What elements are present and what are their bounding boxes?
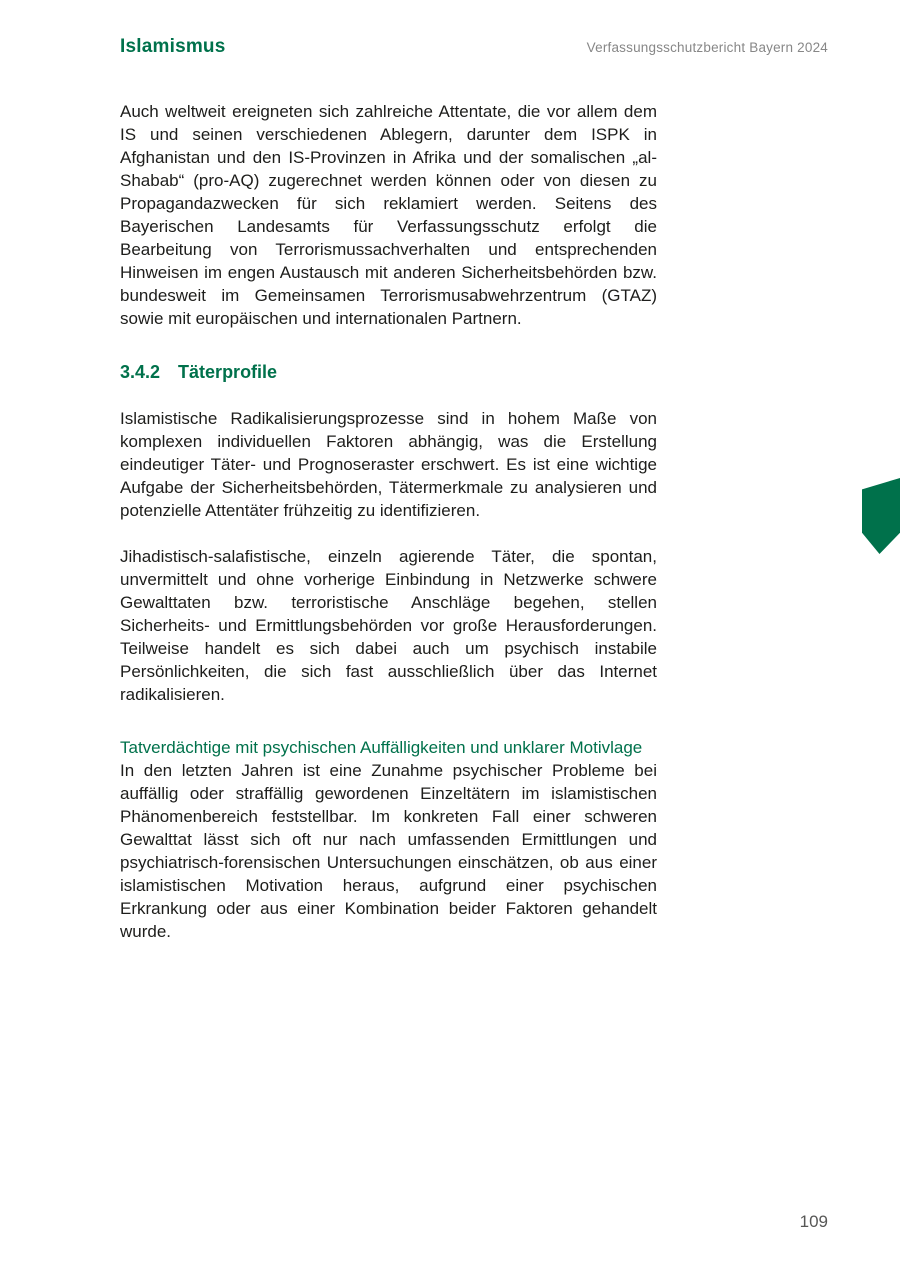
paragraph-radicalization-processes: Islamistische Radikalisierungsprozesse sind in hohem Maße von komplexen individuellen Faktoren abhängig, was die Erstellung eindeutiger Täter- und Prognoseraster erschwert. Es ist eine wichtige Aufgabe der Sicherheitsbehörden, Tätermerkmale zu analysieren und potenzielle Attentäter frühzeitig zu identifizieren. xyxy=(120,409,657,520)
page-content xyxy=(120,100,657,966)
report-title: Verfassungsschutzbericht Bayern 2024 xyxy=(586,40,828,55)
paragraph-psychological-issues: In den letzten Jahren ist eine Zunahme psychischer Probleme bei auffällig oder straffällig gewordenen Einzeltätern im islamistischen Phänomenbereich feststellbar. Im konkreten Fall einer schweren Gewalttat lässt sich oft nur nach umfassenden Ermittlungen und psychiatrisch-forensischen Untersuchungen einschätzen, ob aus einer islamistischen Motivation heraus, aufgrund einer psychischen Erkrankung oder aus einer Kombination beider Faktoren gehandelt wurde. xyxy=(120,761,657,941)
bookmark-ribbon-icon xyxy=(862,478,900,554)
sub-heading-tatverdaechtige: Tatverdächtige mit psychischen Auffälligkeiten und unklarer Motivlage xyxy=(120,738,643,757)
page-number: 109 xyxy=(799,1212,828,1231)
section-heading-number: 3.4.2 xyxy=(120,362,161,382)
paragraph-lone-actors: Jihadistisch-salafistische, einzeln agierende Täter, die spontan, unvermittelt und ohne vorherige Einbindung in Netzwerke schwere Gewalttaten bzw. terroristische Anschläge begehen, stellen Sicherheits- und Ermittlungsbehörden vor große Herausforderungen. Teilweise handelt es sich dabei auch um psychisch instabile Persönlichkeiten, die sich fast ausschließlich über das Internet radikalisieren. xyxy=(120,547,657,704)
chapter-label: Islamismus xyxy=(120,36,226,57)
paragraph-worldwide-attacks: Auch weltweit ereigneten sich zahlreiche Attentate, die vor allem dem IS und seinen verschiedenen Ablegern, darunter dem ISPK in Afghanistan und den IS-Provinzen in Afrika und der somalischen „al-Shabab“ (pro-AQ) zugerechnet werden können oder von diesen zu Propagandazwecken für sich reklamiert werden. Seitens des Bayerischen Landesamts für Verfassungsschutz erfolgt die Bearbeitung von Terrorismussachverhalten und entsprechenden Hinweisen im engen Austausch mit anderen Sicherheitsbehörden bzw. bundesweit im Gemeinsamen Terrorismusabwehrzentrum (GTAZ) sowie mit europäischen und internationalen Partnern. xyxy=(120,102,657,328)
section-heading-taeterprofile xyxy=(120,362,657,383)
section-heading-label: Täterprofile xyxy=(178,362,278,382)
page-header xyxy=(120,36,828,58)
